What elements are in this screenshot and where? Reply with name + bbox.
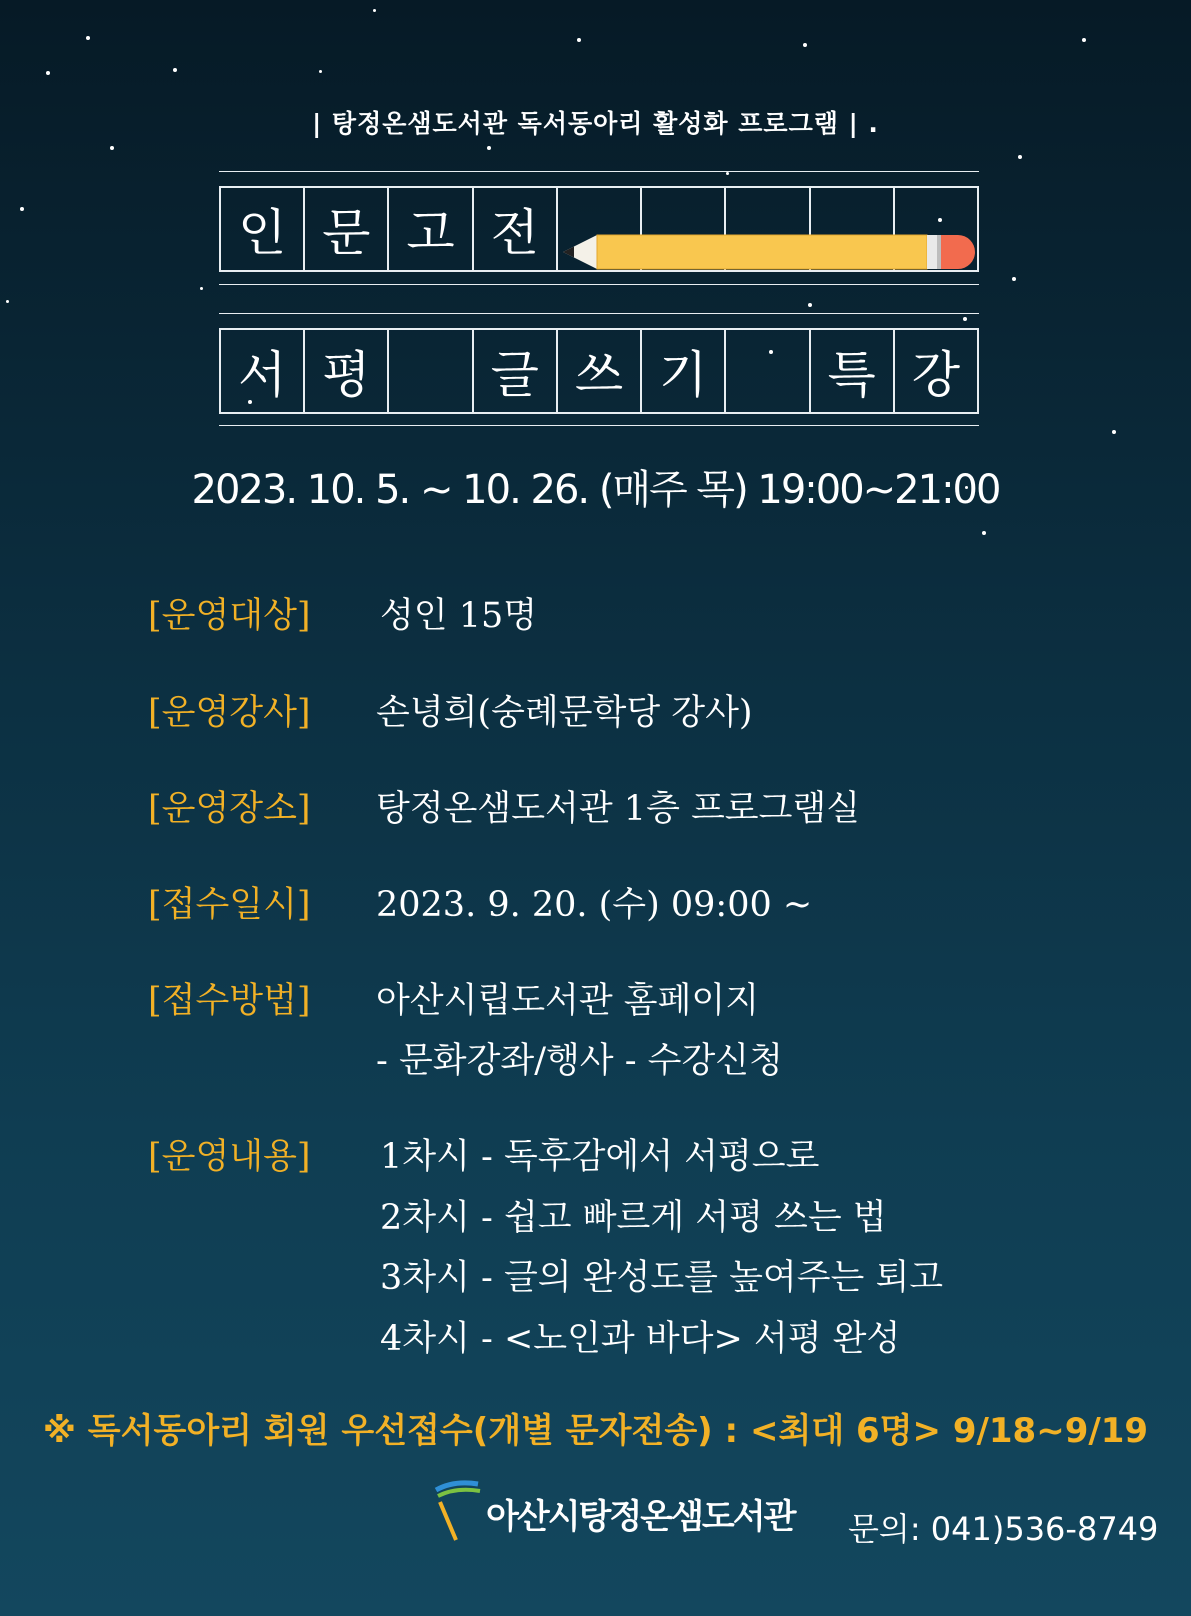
session-line: 2차시 - 쉽고 빠르게 서평 쓰는 법 [380, 1198, 887, 1238]
priority-notice: ※ 독서동아리 회원 우선접수(개별 문자전송) : <최대 6명> 9/18~9/19 [42, 1411, 1149, 1451]
program-subtitle: | 탕정온샘도서관 독서동아리 활성화 프로그램 | . [312, 109, 879, 138]
title-char: 쓰 [558, 330, 642, 412]
info-label: [운영장소] [148, 789, 311, 829]
info-label: [운영대상] [148, 596, 311, 636]
session-line: 1차시 - 독후감에서 서평으로 [380, 1137, 820, 1177]
title-char: 평 [305, 330, 389, 412]
title-row-2 [219, 328, 979, 414]
guide-line [219, 284, 979, 285]
title-char: 전 [474, 188, 558, 270]
guide-line [219, 425, 979, 426]
info-label: [운영내용] [148, 1137, 311, 1177]
session-line: 3차시 - 글의 완성도를 높여주는 퇴고 [380, 1258, 944, 1298]
info-value: 2023. 9. 20. (수) 09:00 ~ [376, 885, 813, 925]
info-label: [운영강사] [148, 693, 311, 733]
title-char: 고 [389, 188, 473, 270]
info-value: 아산시립도서관 홈페이지 [376, 981, 760, 1021]
info-value: 탕정온샘도서관 1층 프로그램실 [376, 789, 861, 829]
session-line: 4차시 - <노인과 바다> 서평 완성 [380, 1319, 901, 1359]
info-label: [접수방법] [148, 981, 311, 1021]
title-char: 인 [221, 188, 305, 270]
title-char: 서 [221, 330, 305, 412]
info-value: - 문화강좌/행사 - 수강신청 [376, 1041, 783, 1081]
title-char: 강 [911, 346, 961, 404]
title-char [389, 330, 473, 412]
title-char: 글 [474, 330, 558, 412]
title-char [726, 330, 810, 412]
guide-line [219, 171, 979, 172]
info-label: [접수일시] [148, 885, 311, 925]
title-char: 문 [305, 188, 389, 270]
title-char: 특 [811, 330, 895, 412]
library-logo-icon [434, 1478, 482, 1548]
library-logo [434, 1478, 794, 1548]
info-value: 성인 15명 [380, 596, 538, 636]
info-value: 손녕희(숭례문학당 강사) [376, 693, 753, 733]
schedule-date: 2023. 10. 5. ~ 10. 26. (매주 목) 19:00~21:00 [191, 467, 1000, 513]
library-name: 아산시탕정온샘도서관 [486, 1496, 795, 1537]
guide-line [219, 313, 979, 314]
contact-info: 문의: 041)536-8749 [848, 1510, 1159, 1548]
title-char: 기 [642, 330, 726, 412]
pencil-icon [563, 231, 975, 273]
